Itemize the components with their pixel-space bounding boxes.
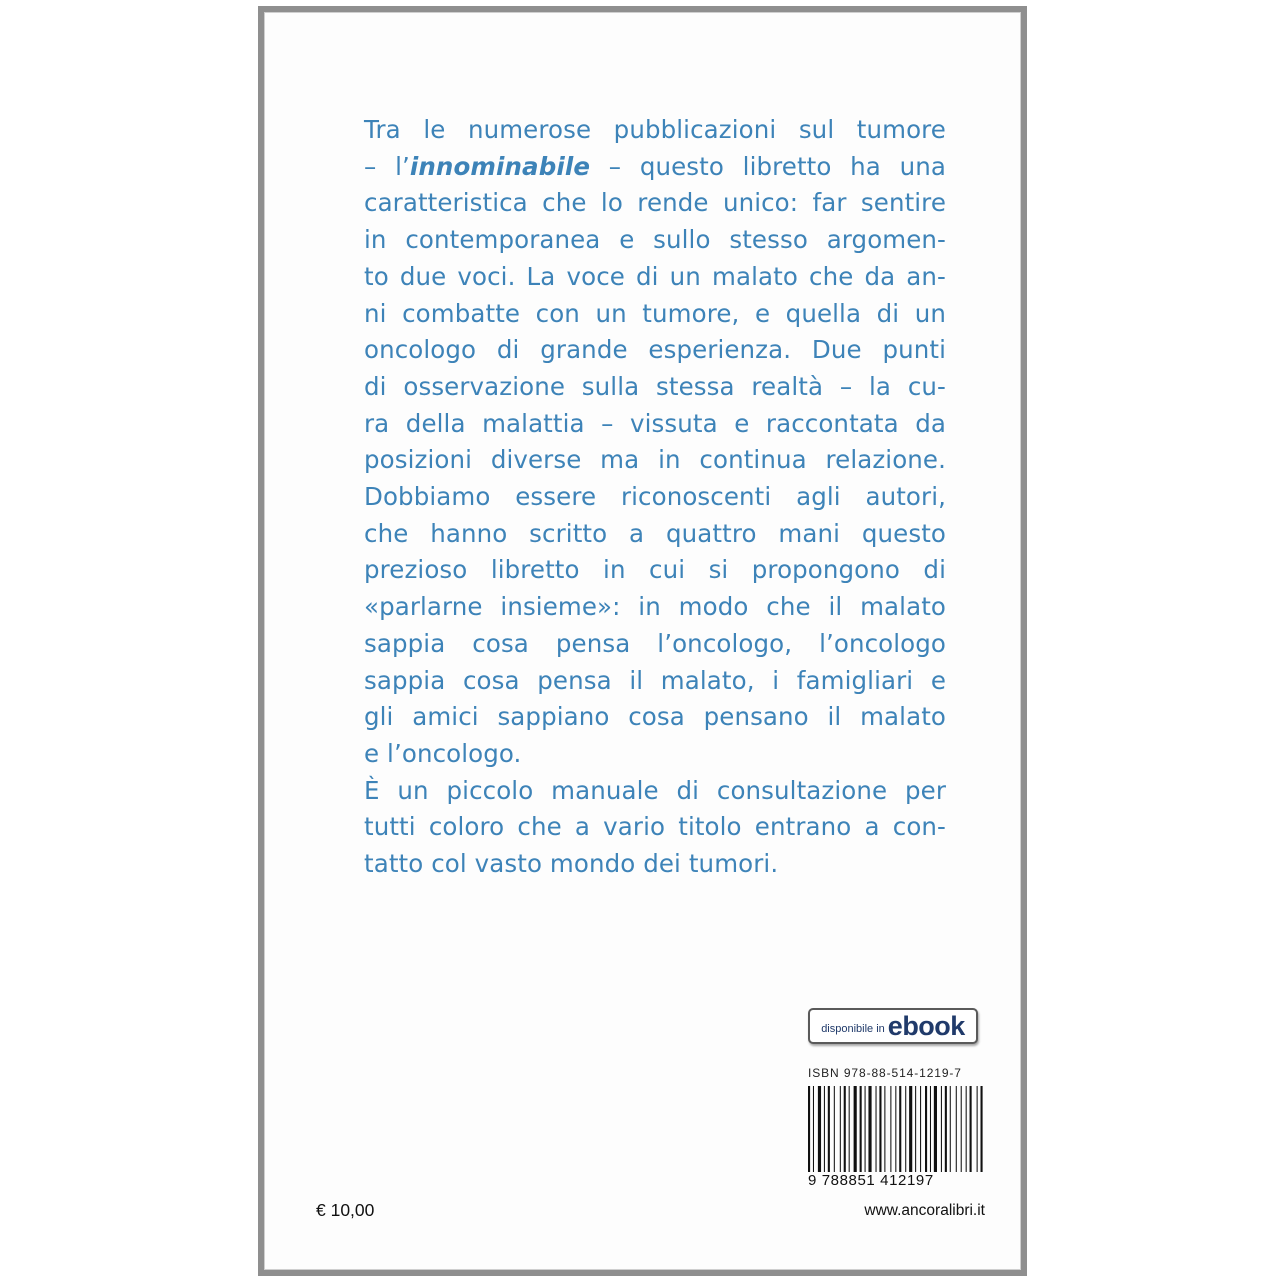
emphasized-term: innominabile <box>409 151 591 181</box>
isbn-text: ISBN 978-88-514-1219-7 <box>808 1066 962 1080</box>
blurb-line: caratteristica che lo rende unico: far sentire <box>364 188 946 218</box>
ebook-badge-caption: disponibile in <box>821 1022 885 1035</box>
ebook-badge-logo: ebook <box>887 1010 965 1041</box>
blurb-line: che hanno scritto a quattro mani questo <box>364 518 946 548</box>
price-label: € 10,00 <box>316 1200 375 1220</box>
blurb-line: in contemporanea e sullo stesso argomen- <box>364 225 946 255</box>
blurb-line: oncologo di grande esperienza. Due punti <box>364 335 946 365</box>
blurb-line: sappia cosa pensa il malato, i famigliari e <box>364 665 946 695</box>
blurb-line: prezioso libretto in cui si propongono di <box>364 555 946 585</box>
blurb-line: tatto col vasto mondo dei tumori. <box>364 849 779 879</box>
blurb-line: e l’oncologo. <box>364 738 522 768</box>
barcode-digits: 9 788851 412197 <box>808 1172 934 1189</box>
blurb-line: Tra le numerose pubblicazioni sul tumore <box>364 115 946 144</box>
blurb-line: È un piccolo manuale di consultazione per <box>364 775 946 805</box>
blurb-fragment: – questo libretto ha una <box>590 151 946 181</box>
publisher-website: www.ancoralibri.it <box>864 1202 985 1219</box>
blurb-line: gli amici sappiano cosa pensano il malato <box>364 702 946 732</box>
blurb-line: «parlarne insieme»: in modo che il malato <box>364 592 946 622</box>
blurb-line: posizioni diverse ma in continua relazione. <box>364 445 946 475</box>
blurb-line: tutti coloro che a vario titolo entrano a con- <box>364 812 946 842</box>
blurb-line: ra della malattia – vissuta e raccontata da <box>364 408 946 438</box>
blurb-line: Dobbiamo essere riconoscenti agli autori, <box>364 482 946 512</box>
ebook-badge <box>808 1008 978 1044</box>
blurb-line: ni combatte con un tumore, e quella di un <box>364 298 946 328</box>
blurb-fragment: – l’ <box>364 151 410 181</box>
blurb-line: di osservazione sulla stessa realtà – la cu- <box>364 371 946 401</box>
blurb-text <box>364 112 946 883</box>
blurb-line <box>364 149 946 186</box>
book-back-cover <box>258 6 1027 1276</box>
blurb-line: sappia cosa pensa l’oncologo, l’oncologo <box>364 628 946 658</box>
barcode <box>807 1086 985 1172</box>
blurb-line: to due voci. La voce di un malato che da an- <box>364 261 946 291</box>
